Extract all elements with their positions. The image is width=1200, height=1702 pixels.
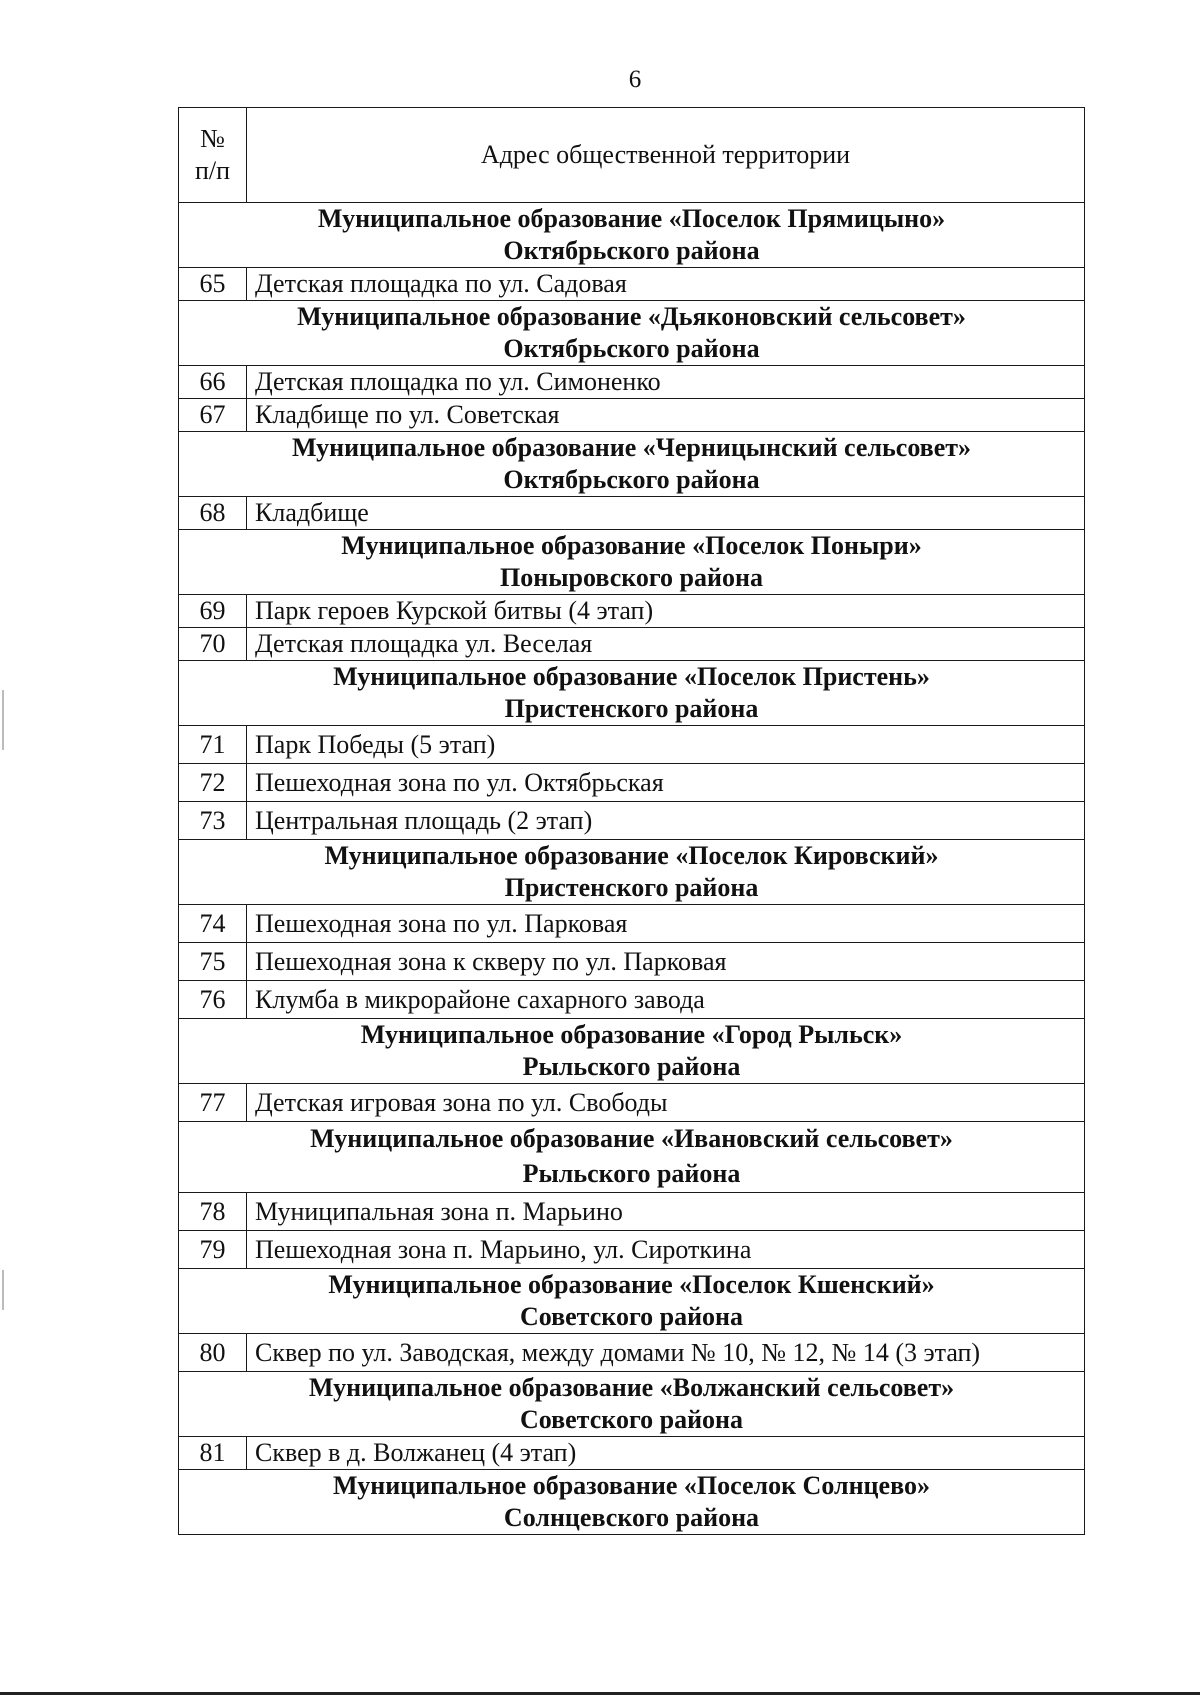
territory-address: Клумба в микрорайоне сахарного завода xyxy=(247,981,1085,1019)
group-row xyxy=(179,1372,1085,1437)
territory-address-table xyxy=(178,107,1085,1535)
row-number: 66 xyxy=(179,366,247,399)
table-row xyxy=(179,1334,1085,1372)
row-number: 68 xyxy=(179,497,247,530)
group-row xyxy=(179,840,1085,905)
district-name: Советского района xyxy=(519,1405,744,1434)
municipality-name: Муниципальное образование «Поселок Поныри» xyxy=(341,531,922,560)
territory-address: Детская площадка по ул. Симоненко xyxy=(247,366,1085,399)
row-number: 78 xyxy=(179,1193,247,1231)
row-number: 76 xyxy=(179,981,247,1019)
municipality-heading xyxy=(179,203,1085,268)
group-row xyxy=(179,661,1085,726)
table-row xyxy=(179,1084,1085,1122)
group-row xyxy=(179,301,1085,366)
table-header-row xyxy=(179,108,1085,203)
municipality-name: Муниципальное образование «Ивановский сельсовет» xyxy=(310,1124,953,1153)
municipality-heading xyxy=(179,1019,1085,1084)
municipality-name: Муниципальное образование «Поселок Кшенский» xyxy=(328,1270,935,1299)
table-row xyxy=(179,595,1085,628)
district-name: Пристенского района xyxy=(504,694,759,723)
municipality-heading xyxy=(179,301,1085,366)
row-number: 65 xyxy=(179,268,247,301)
scan-bottom-line xyxy=(0,1692,1200,1695)
table-body xyxy=(179,203,1085,1535)
row-number: 71 xyxy=(179,726,247,764)
municipality-name: Муниципальное образование «Поселок Прямицыно» xyxy=(317,204,946,233)
territory-address: Сквер по ул. Заводская, между домами № 10, № 12, № 14 (3 этап) xyxy=(247,1334,1085,1372)
district-name: Рыльского района xyxy=(522,1159,741,1188)
district-name: Пристенского района xyxy=(504,873,759,902)
municipality-heading xyxy=(179,1269,1085,1334)
scan-edge-mark xyxy=(2,1270,4,1310)
municipality-name: Муниципальное образование «Поселок Солнцево» xyxy=(333,1471,930,1500)
header-address-cell: Адрес общественной территории xyxy=(247,108,1085,203)
municipality-heading xyxy=(179,661,1085,726)
table-row xyxy=(179,366,1085,399)
row-number: 70 xyxy=(179,628,247,661)
table-row xyxy=(179,802,1085,840)
table-row xyxy=(179,1193,1085,1231)
territory-address: Парк Победы (5 этап) xyxy=(247,726,1085,764)
district-name: Поныровского района xyxy=(500,563,763,592)
territory-address: Кладбище xyxy=(247,497,1085,530)
group-row xyxy=(179,1019,1085,1084)
municipality-heading xyxy=(179,1122,1085,1193)
table-row xyxy=(179,905,1085,943)
row-number: 72 xyxy=(179,764,247,802)
table-row xyxy=(179,628,1085,661)
territory-address: Детская площадка ул. Веселая xyxy=(247,628,1085,661)
group-row xyxy=(179,530,1085,595)
group-row xyxy=(179,432,1085,497)
row-number: 69 xyxy=(179,595,247,628)
group-row xyxy=(179,1269,1085,1334)
table-row xyxy=(179,268,1085,301)
municipality-heading xyxy=(179,530,1085,595)
table-row xyxy=(179,726,1085,764)
row-number: 81 xyxy=(179,1437,247,1470)
header-number-symbol: № xyxy=(200,124,225,153)
municipality-name: Муниципальное образование «Поселок Пристень» xyxy=(333,662,930,691)
table-row xyxy=(179,497,1085,530)
district-name: Советского района xyxy=(519,1302,744,1331)
territory-address: Центральная площадь (2 этап) xyxy=(247,802,1085,840)
header-number-abbrev: п/п xyxy=(194,156,231,185)
table-row xyxy=(179,981,1085,1019)
municipality-name: Муниципальное образование «Волжанский сельсовет» xyxy=(308,1373,955,1402)
territory-address: Сквер в д. Волжанец (4 этап) xyxy=(247,1437,1085,1470)
municipality-heading xyxy=(179,1470,1085,1535)
municipality-name: Муниципальное образование «Поселок Кировский» xyxy=(324,841,939,870)
group-row xyxy=(179,1470,1085,1535)
district-name: Октябрьского района xyxy=(503,236,760,265)
municipality-heading xyxy=(179,840,1085,905)
territory-address: Пешеходная зона по ул. Октябрьская xyxy=(247,764,1085,802)
table-row xyxy=(179,1437,1085,1470)
municipality-name: Муниципальное образование «Город Рыльск» xyxy=(360,1020,903,1049)
page-number: 6 xyxy=(628,66,642,93)
table-row xyxy=(179,943,1085,981)
territory-address: Кладбище по ул. Советская xyxy=(247,399,1085,432)
district-name: Рыльского района xyxy=(522,1052,741,1081)
district-name: Октябрьского района xyxy=(503,334,760,363)
district-name: Солнцевского района xyxy=(503,1503,760,1532)
table-row xyxy=(179,1231,1085,1269)
municipality-name: Муниципальное образование «Дьяконовский сельсовет» xyxy=(297,302,966,331)
table-row xyxy=(179,399,1085,432)
territory-address: Детская площадка по ул. Садовая xyxy=(247,268,1085,301)
territory-address: Пешеходная зона к скверу по ул. Парковая xyxy=(247,943,1085,981)
territory-address: Детская игровая зона по ул. Свободы xyxy=(247,1084,1085,1122)
territory-address: Парк героев Курской битвы (4 этап) xyxy=(247,595,1085,628)
row-number: 79 xyxy=(179,1231,247,1269)
row-number: 75 xyxy=(179,943,247,981)
row-number: 67 xyxy=(179,399,247,432)
group-row xyxy=(179,1122,1085,1193)
group-row xyxy=(179,203,1085,268)
header-number-cell xyxy=(179,108,247,203)
municipality-heading xyxy=(179,432,1085,497)
table-row xyxy=(179,764,1085,802)
row-number: 77 xyxy=(179,1084,247,1122)
row-number: 74 xyxy=(179,905,247,943)
row-number: 73 xyxy=(179,802,247,840)
row-number: 80 xyxy=(179,1334,247,1372)
scan-edge-mark xyxy=(2,690,4,750)
territory-address: Пешеходная зона п. Марьино, ул. Сироткина xyxy=(247,1231,1085,1269)
municipality-name: Муниципальное образование «Черницынский сельсовет» xyxy=(291,433,972,462)
territory-address: Пешеходная зона по ул. Парковая xyxy=(247,905,1085,943)
municipality-heading xyxy=(179,1372,1085,1437)
district-name: Октябрьского района xyxy=(503,465,760,494)
territory-address: Муниципальная зона п. Марьино xyxy=(247,1193,1085,1231)
